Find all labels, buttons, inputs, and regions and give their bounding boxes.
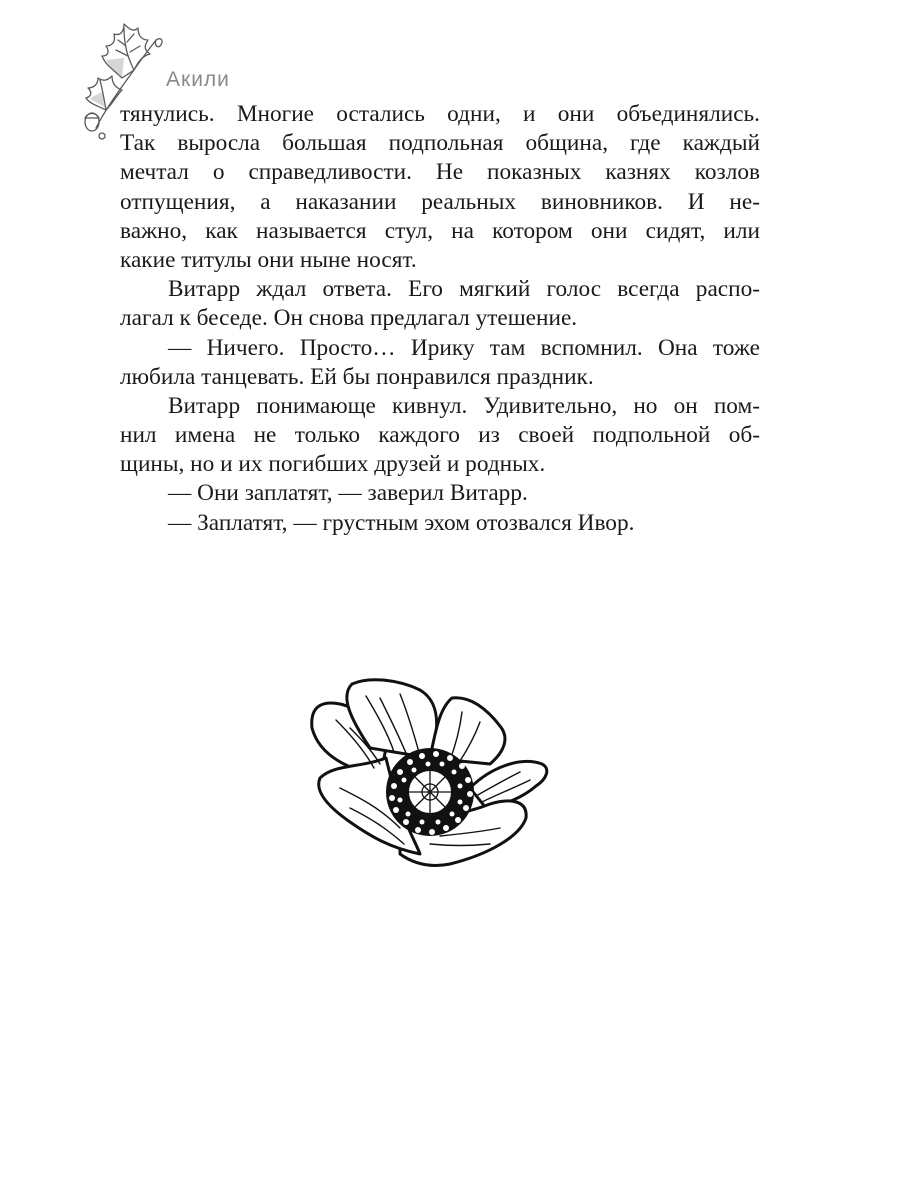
text-line: любила танцевать. Ей бы понравился праздник. xyxy=(120,363,594,390)
text-line: щины, но и их погибших друзей и родных. xyxy=(120,451,546,478)
text-line: лагал к беседе. Он снова предлагал утешение. xyxy=(120,305,578,332)
text-line: — Заплатят, — грустным эхом отозвался Ивор. xyxy=(168,509,635,536)
text-line: какие титулы они ныне носят. xyxy=(120,246,417,273)
text-line: Так выросла большая подпольная община, где каждый xyxy=(120,130,760,157)
text-line: — Они заплатят, — заверил Витарр. xyxy=(168,480,528,507)
poppy-flower-icon xyxy=(290,668,570,878)
text-line: мечтал о справедливости. Не показных казнях козлов xyxy=(120,159,760,186)
text-line: нил имена не только каждого из своей подпольной об- xyxy=(120,422,760,449)
running-head: Акили xyxy=(166,68,230,91)
text-line: Витарр ждал ответа. Его мягкий голос всегда распо- xyxy=(168,276,760,303)
text-line: важно, как называется стул, на котором они сидят, или xyxy=(120,217,760,244)
text-line: отпущения, а наказании реальных виновников. И не- xyxy=(120,188,760,215)
text-line: Витарр понимающе кивнул. Удивительно, но он пом- xyxy=(168,392,760,419)
text-line: — Ничего. Просто… Ирику там вспомнил. Она тоже xyxy=(168,334,760,361)
text-line: тянулись. Многие остались одни, и они объединялись. xyxy=(120,101,760,127)
body-text xyxy=(120,100,760,538)
